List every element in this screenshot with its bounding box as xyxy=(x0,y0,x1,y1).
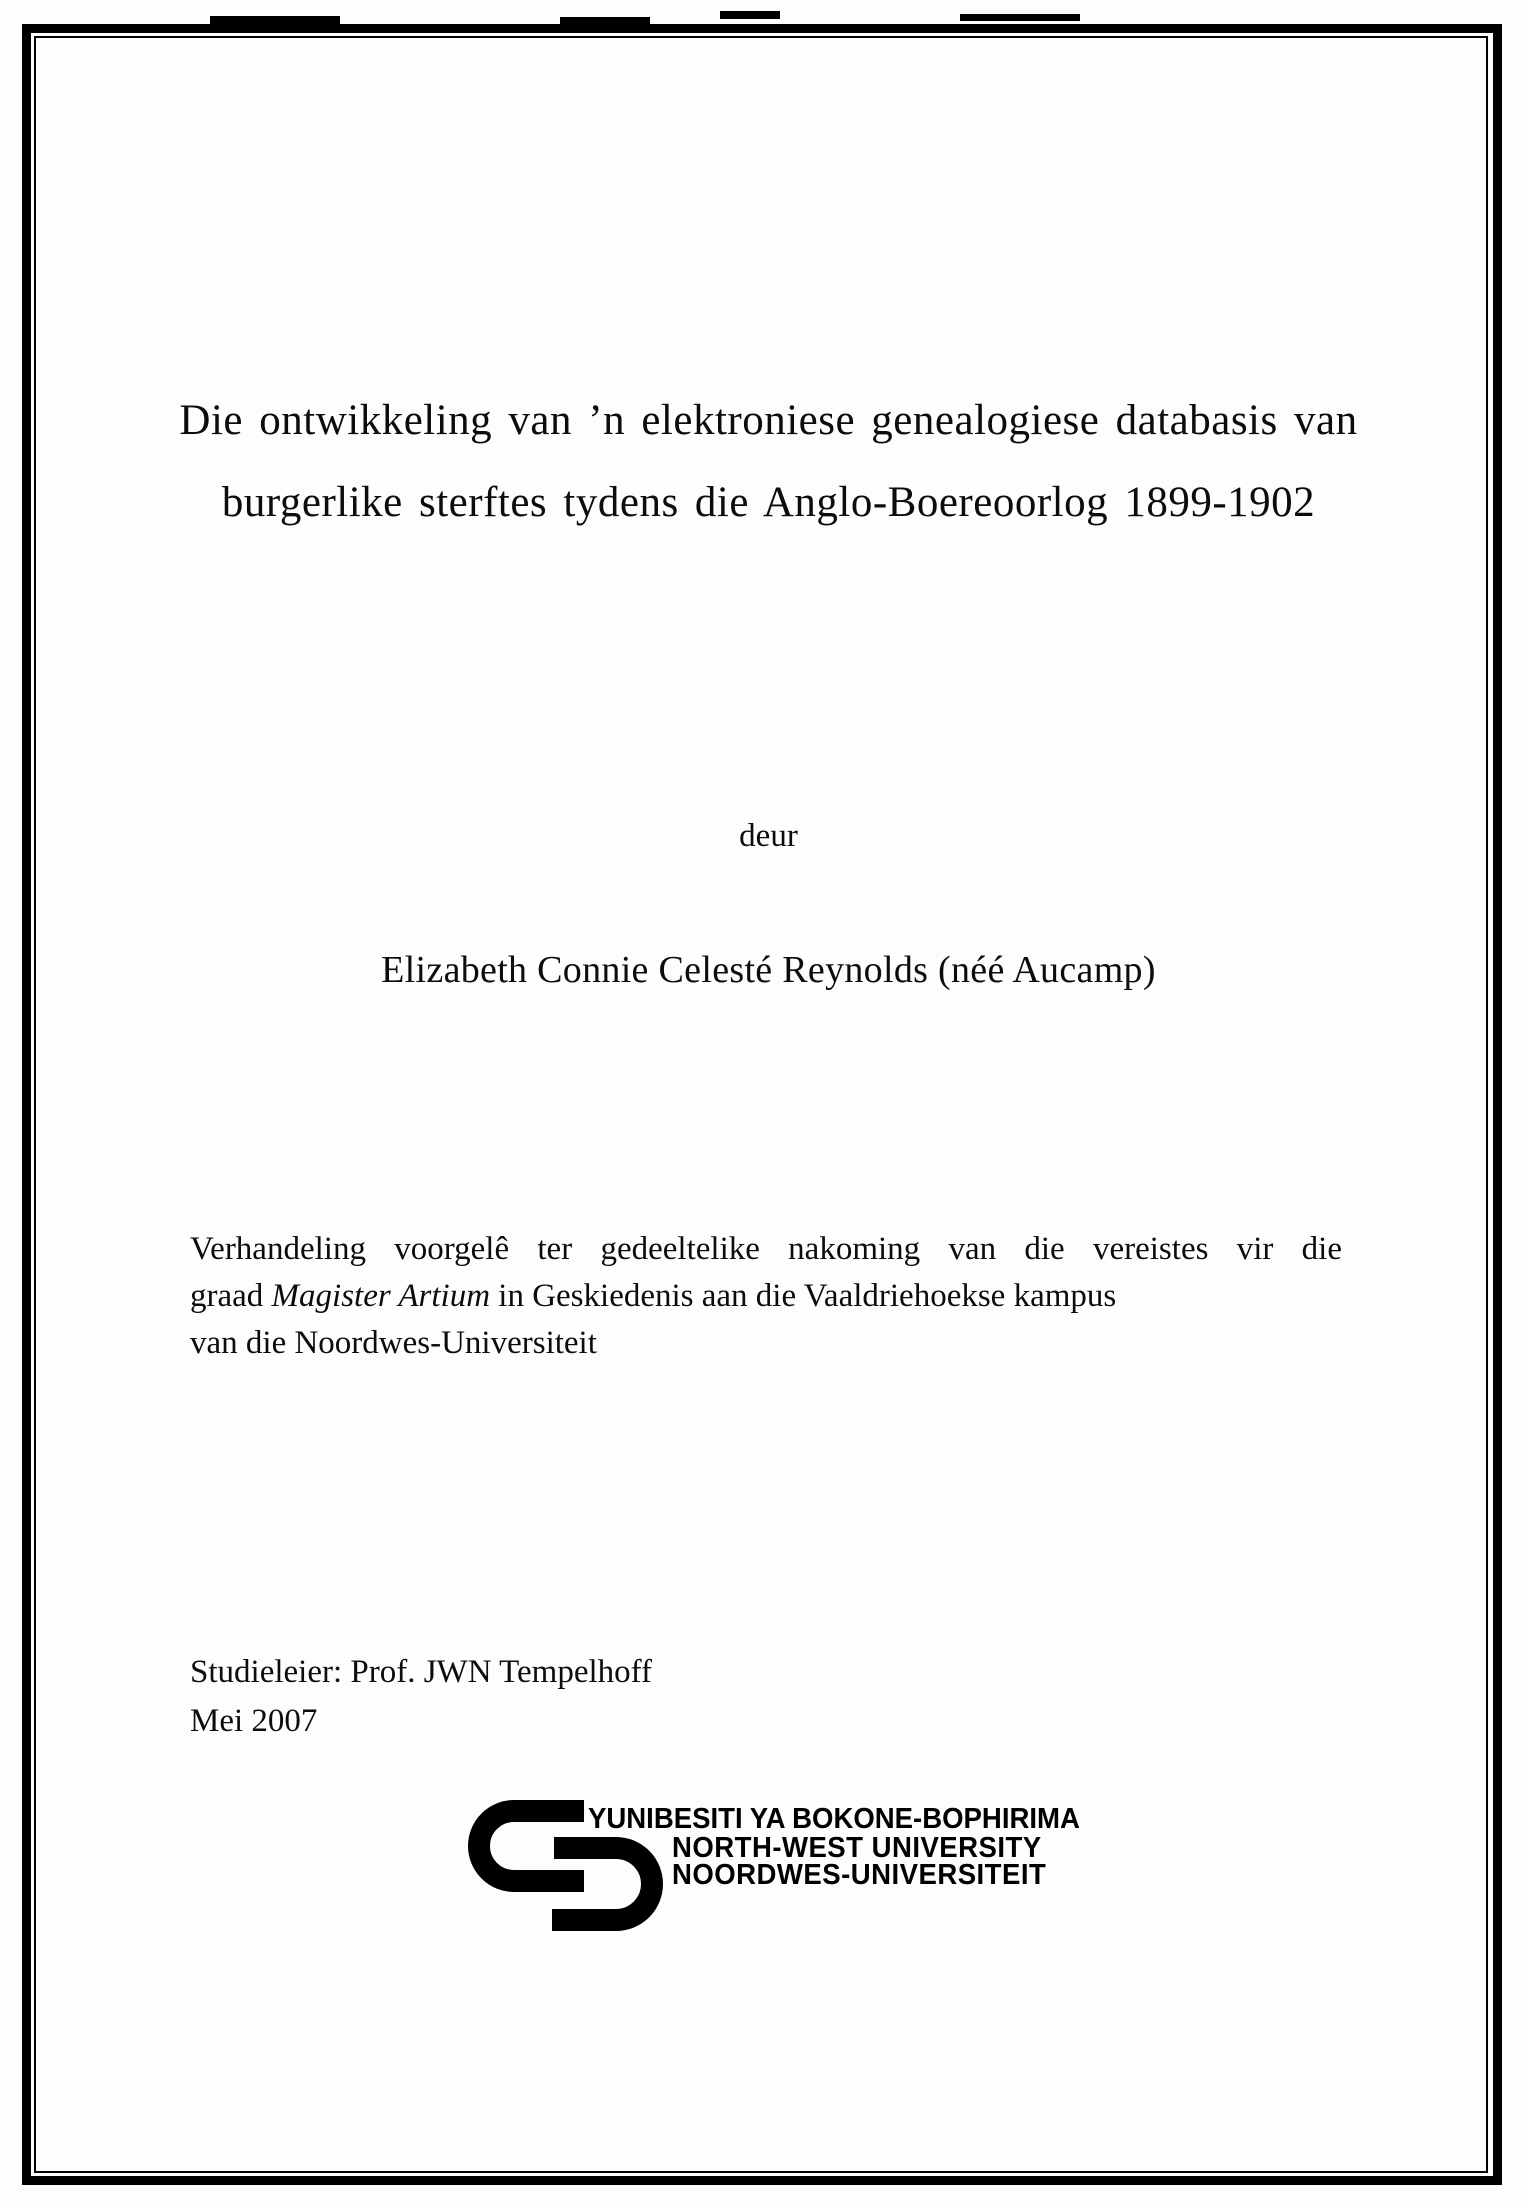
scan-artifact xyxy=(960,14,1080,21)
degree-name-italic: Magister Artium xyxy=(271,1278,491,1314)
scan-artifact xyxy=(560,17,650,24)
supervisor-line: Studieleier: Prof. JWN Tempelhoff xyxy=(190,1654,653,1690)
logo-text-line-2: NORTH-WEST UNIVERSITY xyxy=(672,1832,1042,1864)
thesis-title-line-2: burgerlike sterftes tydens die Anglo-Boereoorlog 1899-1902 xyxy=(221,479,1316,526)
logo-text-line-1: YUNIBESITI YA BOKONE-BOPHIRIMA xyxy=(588,1803,1080,1835)
supervisor-block xyxy=(190,1648,652,1746)
author-name: Elizabeth Connie Celesté Reynolds (néé Aucamp) xyxy=(381,949,1156,991)
scan-artifact xyxy=(720,11,780,19)
thesis-title-line-1: Die ontwikkeling van ’n elektroniese genealogiese databasis van xyxy=(179,397,1358,444)
degree-statement-line-2-pre: graad xyxy=(190,1278,272,1314)
degree-statement xyxy=(190,1226,1342,1367)
degree-statement-line-2 xyxy=(190,1273,1342,1320)
date-line: Mei 2007 xyxy=(190,1703,318,1739)
logo-text-line-3: NOORDWES-UNIVERSITEIT xyxy=(672,1859,1047,1891)
university-logo xyxy=(466,1795,1106,1960)
degree-statement-line-1: Verhandeling voorgelê ter gedeeltelike nakoming van die vereistes vir die xyxy=(190,1231,1342,1267)
degree-statement-line-3: van die Noordwes-Universiteit xyxy=(190,1325,597,1361)
degree-statement-line-2-post: in Geskiedenis aan die Vaaldriehoekse kampus xyxy=(490,1278,1117,1314)
scan-artifact xyxy=(210,16,340,25)
byline-preposition: deur xyxy=(739,818,798,854)
